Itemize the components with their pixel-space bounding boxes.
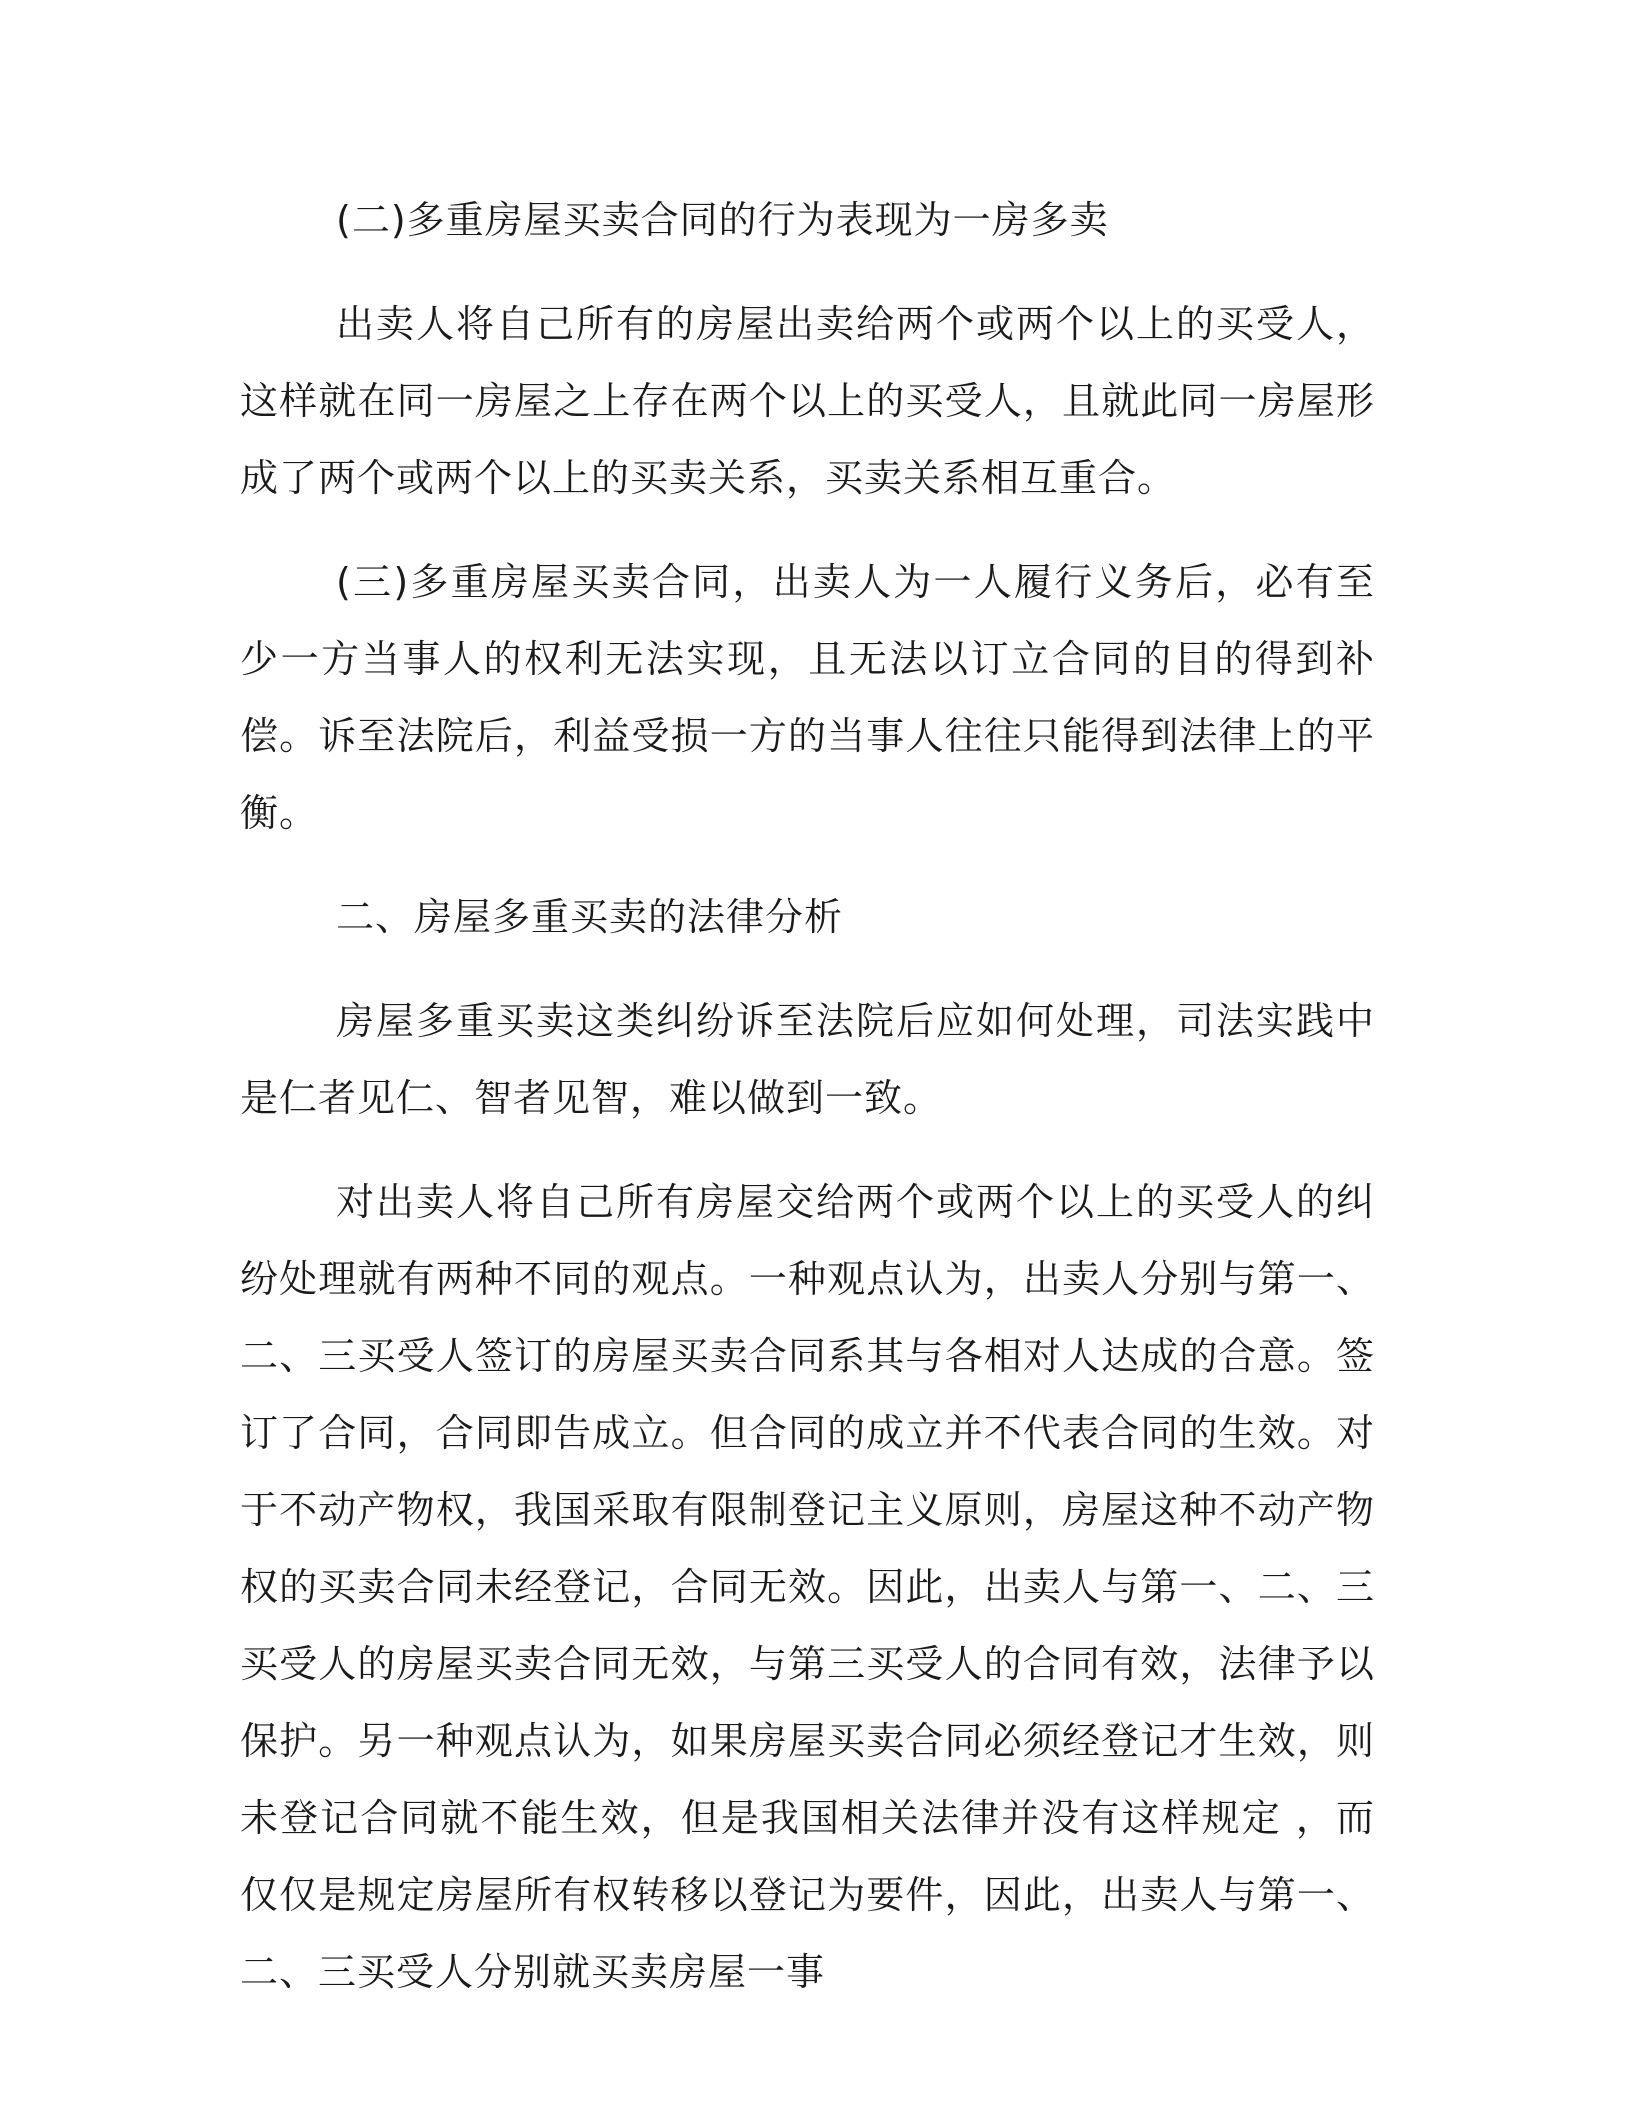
text-line: (三)多重房屋买卖合同，出卖人为一人履行义务后，必有至少一 — [240, 560, 1375, 681]
text-line: 者见仁、智者见智，难以做到一致。 — [318, 1076, 943, 1120]
section-heading-multiple-contracts — [240, 182, 1375, 259]
paragraph-judicial-practice — [240, 983, 1375, 1137]
text-line: 房屋多重买卖这类纠纷诉至法院后应如何处理，司法实践中是仁 — [240, 999, 1375, 1120]
text-line: 二、房屋多重买卖的法律分析 — [336, 895, 844, 939]
text-line: 理就有两种不同的观点。一种观点认为，出卖人分别与第一、二、三 — [240, 1257, 1375, 1378]
text-line: 法院后，利益受损一方的当事人往往只能得到法律上的平衡。 — [240, 714, 1375, 835]
paragraph-seller-multiple-buyers — [240, 286, 1375, 517]
text-line: 登记，合同无效。因此，出卖人与第一、二、三买受人的房屋买卖合 — [240, 1565, 1375, 1686]
text-line: (二)多重房屋买卖合同的行为表现为一房多卖 — [336, 198, 1109, 242]
text-line: 同无效，与第三买受人的合同有效，法律予以保护。另一种观点认为， — [240, 1642, 1375, 1763]
text-line: 对出卖人将自己所有房屋交给两个或两个以上的买受人的纠纷处 — [240, 1180, 1375, 1301]
paragraph-performance-consequence — [240, 544, 1375, 852]
text-line: 是我国相关法律并没有这样规定 ，而仅仅是规定房屋所有权转移以登 — [240, 1796, 1375, 1917]
text-line: 记为要件，因此，出卖人与第一、二、三买受人分别就买卖房屋一事 — [240, 1873, 1375, 1994]
text-line: 我国采取有限制登记主义原则，房屋这种不动产物权的买卖合同未经 — [240, 1488, 1375, 1609]
document-body — [240, 182, 1375, 2011]
text-line: 方当事人的权利无法实现，且无法以订立合同的目的得到补偿。诉至 — [240, 637, 1375, 758]
text-line: 个或两个以上的买卖关系，买卖关系相互重合。 — [357, 456, 1177, 500]
text-line: 就在同一房屋之上存在两个以上的买受人，且就此同一房屋形成了两 — [240, 379, 1375, 500]
paragraph-two-viewpoints — [240, 1164, 1375, 2011]
section-heading-legal-analysis — [240, 879, 1375, 956]
text-line: 如果房屋买卖合同必须经登记才生效，则未登记合同就不能生效，但 — [240, 1719, 1375, 1840]
text-line: 合同即告成立。但合同的成立并不代表合同的生效。对于不动产物权， — [240, 1411, 1375, 1532]
text-line: 买受人签订的房屋买卖合同系其与各相对人达成的合意。签订了合同， — [240, 1334, 1375, 1455]
text-line: 出卖人将自己所有的房屋出卖给两个或两个以上的买受人，这样 — [240, 302, 1375, 423]
